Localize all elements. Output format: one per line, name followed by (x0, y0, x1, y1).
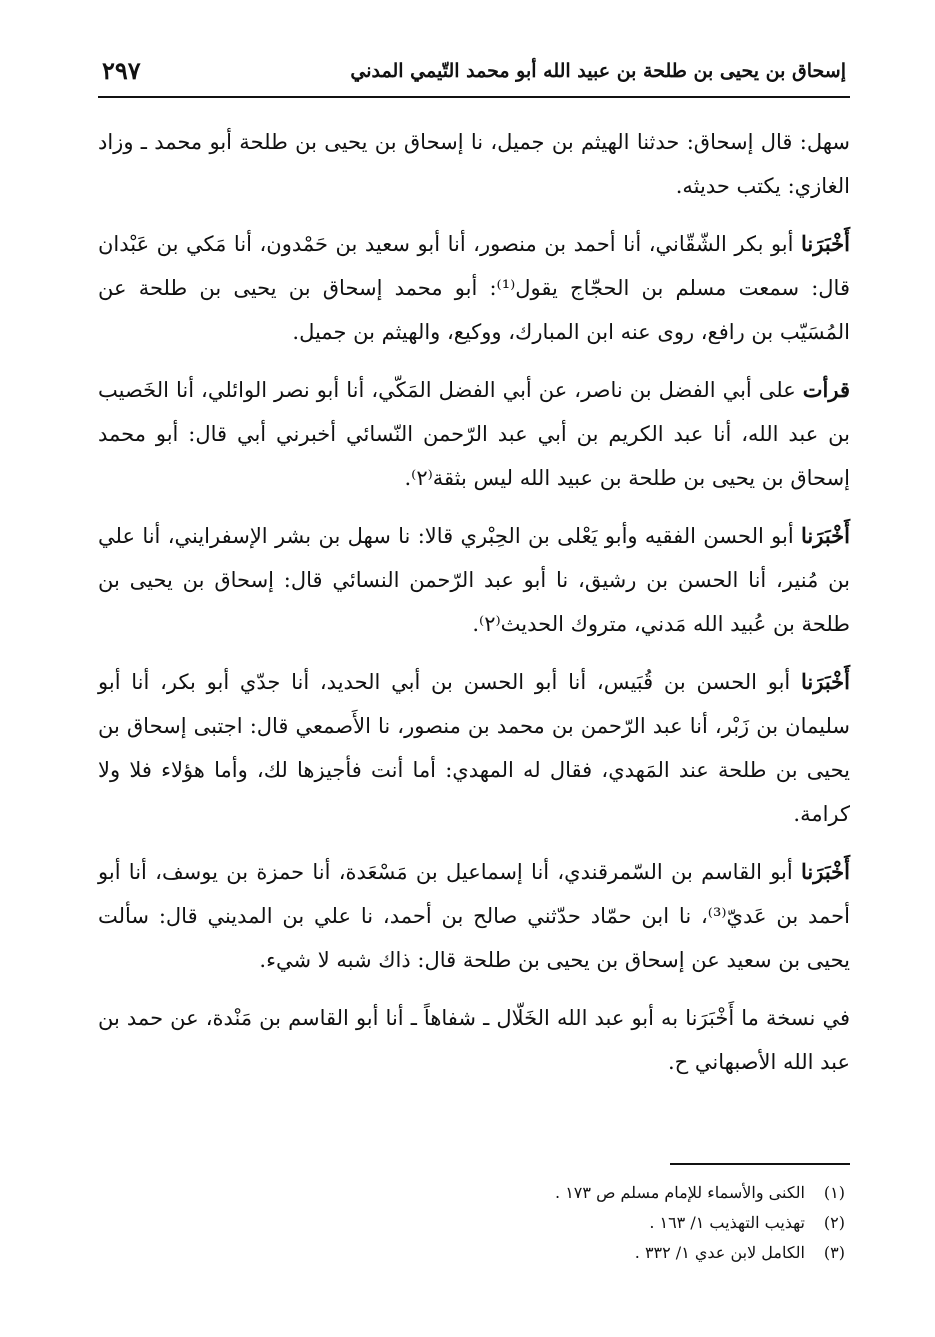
paragraph-text: في نسخة ما أَخْبَرَنا به أبو عبد الله الخَلّال ـ شفاهاً ـ أنا أبو القاسم بن مَنْدة، عن حمد بن عبد الله الأصبهاني ح. (98, 1006, 850, 1074)
paragraph-text: أبو القاسم بن السّمرقندي، أنا إسماعيل بن مَسْعَدة، أنا حمزة بن يوسف، أنا أبو أحمد بن عَديّ⁽³⁾، نا ابن حمّاد حدّثني صالح بن أحمد، نا علي بن المديني قال: سألت يحيى بن سعيد عن إسحاق بن يحيى بن طلحة قال: ذاك شبه لا شيء. (98, 860, 851, 972)
footnote-text: الكامل لابن عدي ١/ ٣٣٢ . (634, 1243, 805, 1262)
footnote-text: الكنى والأسماء للإمام مسلم ص ١٧٣ . (555, 1183, 805, 1202)
paragraph-5 (98, 660, 850, 836)
body-text (98, 120, 850, 1098)
footnote-divider (670, 1163, 850, 1165)
paragraph-text: أبو الحسن بن قُبَيس، أنا أبو الحسن بن أبي الحديد، أنا جدّي أبو بكر، أنا أبو سليمان بن زَبْر، أنا عبد الرّحمن بن محمد بن منصور، نا الأَصمعي قال: اجتبى إسحاق بن يحيى بن طلحة عند المَهدي، فقال له المهدي: أما أنت فأجيزها لك، وأما هؤلاء فلا ولا كرامة. (98, 670, 850, 826)
footnote-1 (93, 1178, 845, 1208)
page-number: ٢٩٧ (102, 56, 141, 85)
footnote-number: (٣) (823, 1243, 845, 1262)
footnotes (93, 1178, 845, 1268)
paragraph-text: أبو بكر الشّقّاني، أنا أحمد بن منصور، أنا أبو سعيد بن حَمْدون، أنا مَكي بن عَبْدان قال: سمعت مسلم بن الحجّاج يقول⁽¹⁾: أبو محمد إسحاق بن يحيى بن طلحة عن المُسَيّب بن رافع، روى عنه ابن المبارك، ووكيع، والهيثم بن جميل. (98, 232, 850, 344)
paragraph-7 (98, 996, 850, 1084)
footnote-text: تهذيب التهذيب ١/ ١٦٣ . (649, 1213, 805, 1232)
footnote-number: (١) (823, 1183, 845, 1202)
paragraph-text: سهل: قال إسحاق: حدثنا الهيثم بن جميل، نا إسحاق بن يحيى بن طلحة أبو محمد ـ وزاد الغازي: يكتب حديثه. (98, 130, 850, 198)
paragraph-1 (98, 120, 850, 208)
paragraph-4 (98, 514, 850, 646)
paragraph-lead-word: أَخْبَرَنا (801, 523, 850, 548)
paragraph-lead-word: قرأت (802, 377, 850, 402)
paragraph-6 (98, 850, 850, 982)
header-title: إسحاق بن يحيى بن طلحة بن عبيد الله أبو محمد التّيمي المدني (350, 60, 846, 82)
footnote-number: (٢) (823, 1213, 845, 1232)
paragraph-2 (98, 222, 850, 354)
footnote-2 (93, 1208, 845, 1238)
running-header (98, 48, 850, 98)
paragraph-text: على أبي الفضل بن ناصر، عن أبي الفضل المَكّي، أنا أبو نصر الوائلي، أنا الخَصيب بن عبد الله، أنا عبد الكريم بن أبي عبد الرّحمن النّسائي أخبرني أبي قال: أبو محمد إسحاق بن يحيى بن طلحة بن عبيد الله ليس بثقة⁽٢⁾. (98, 378, 850, 490)
paragraph-lead-word: أَخْبَرَنا (801, 669, 850, 694)
footnote-3 (93, 1238, 845, 1268)
paragraph-lead-word: أَخْبَرَنا (801, 231, 850, 256)
paragraph-3 (98, 368, 850, 500)
paragraph-text: أبو الحسن الفقيه وأبو يَعْلى بن الحِبْري قالا: نا سهل بن بشر الإسفرايني، أنا علي بن مُنير، أنا الحسن بن رشيق، نا أبو عبد الرّحمن النسائي قال: إسحاق بن يحيى بن طلحة بن عُبيد الله مَدني، متروك الحديث⁽٢⁾. (98, 524, 850, 636)
paragraph-lead-word: أَخْبَرَنا (801, 859, 850, 884)
